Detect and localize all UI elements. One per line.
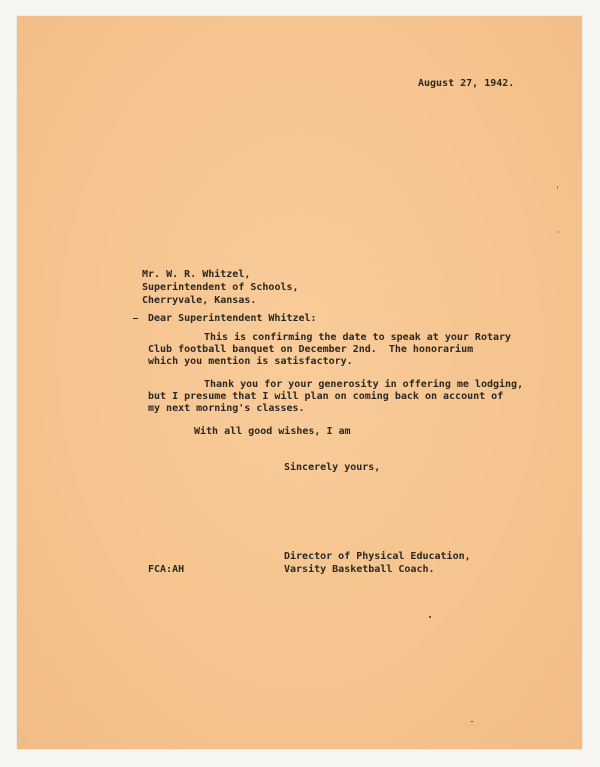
paper-speck (471, 721, 473, 722)
signature-title-line2: Varsity Basketball Coach. (284, 564, 435, 575)
paragraph3: With all good wishes, I am (194, 426, 351, 437)
paragraph1-line1: This is confirming the date to speak at your Rotary (204, 332, 512, 343)
recipient-location: Cherryvale, Kansas. (142, 295, 257, 306)
closing: Sincerely yours, (284, 462, 381, 473)
signature-title-line1: Director of Physical Education, (284, 551, 471, 562)
margin-mark (133, 318, 138, 319)
letter-page (17, 16, 582, 749)
typist-initials: FCA:AH (148, 564, 185, 575)
paragraph1-line2: Club football banquet on December 2nd. The honorarium (148, 344, 474, 355)
paper-speck (429, 616, 431, 618)
recipient-title: Superintendent of Schools, (142, 282, 299, 293)
paragraph2-line1: Thank you for your generosity in offering me lodging, (204, 379, 524, 390)
paper-speck (557, 186, 558, 189)
paragraph2-line3: my next morning's classes. (148, 403, 305, 414)
letter-date: August 27, 1942. (418, 78, 515, 89)
paragraph2-line2: but I presume that I will plan on coming back on account of (148, 391, 504, 402)
salutation: Dear Superintendent Whitzel: (148, 313, 317, 324)
recipient-name: Mr. W. R. Whitzel, (142, 269, 251, 280)
paper-speck (558, 231, 559, 233)
paragraph1-line3: which you mention is satisfactory. (148, 356, 353, 367)
